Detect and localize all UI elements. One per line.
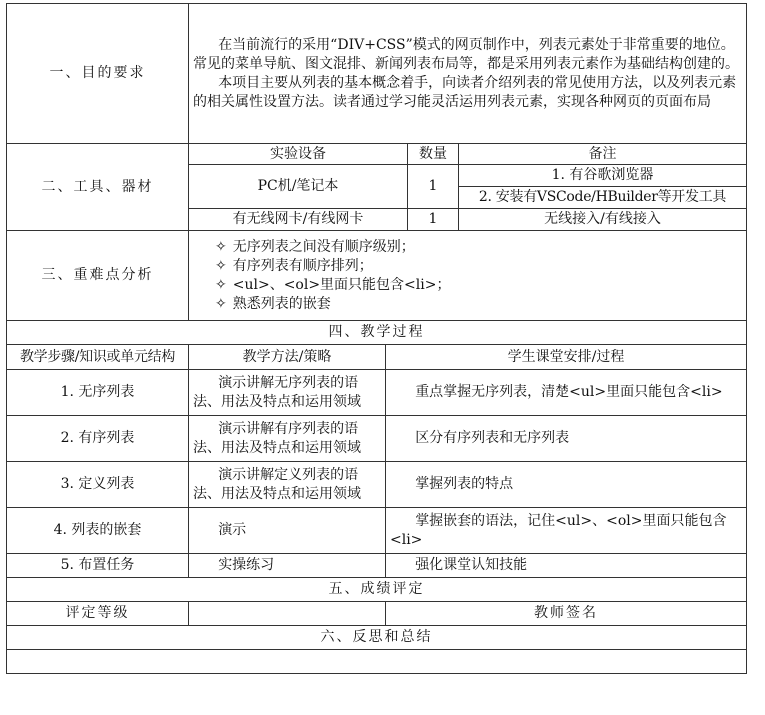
process-row-2-method: 演示讲解有序列表的语法、用法及特点和运用领域 <box>189 416 386 462</box>
process-row-3-method: 演示讲解定义列表的语法、用法及特点和运用领域 <box>189 462 386 508</box>
diamond-bullet-icon: ✧ <box>215 295 227 312</box>
tools-row-1-note-2: 2. 安装有VSCode/HBuilder等开发工具 <box>459 187 747 209</box>
table-row <box>7 554 747 578</box>
reflection-content[interactable] <box>7 650 747 674</box>
tools-row-2-note-1: 无线接入/有线接入 <box>459 209 747 231</box>
lesson-plan-table <box>6 3 747 674</box>
table-row <box>7 370 747 416</box>
process-row-2-step: 2. 有序列表 <box>7 416 189 462</box>
tools-header-quantity: 数量 <box>408 144 459 165</box>
process-row-3-student: 掌握列表的特点 <box>386 462 747 508</box>
process-row-2-student: 区分有序列表和无序列表 <box>386 416 747 462</box>
reflection-title: 六、反思和总结 <box>7 626 747 650</box>
objectives-paragraph-1: 在当前流行的采用“DIV+CSS”模式的网页制作中，列表元素处于非常重要的地位。常见的菜单导航、图文混排、新闻列表布局等，都是采用列表元素作为基础结构创建的。 <box>193 36 739 72</box>
process-row-1-student: 重点掌握无序列表，清楚<ul>里面只能包含<li> <box>386 370 747 416</box>
diamond-bullet-icon: ✧ <box>215 276 227 293</box>
evaluation-signature-label: 教师签名 <box>386 602 747 626</box>
evaluation-grade-label: 评定等级 <box>7 602 189 626</box>
analysis-point-1: ✧ 无序列表之间没有顺序级别； <box>215 238 415 255</box>
evaluation-grade-value[interactable] <box>189 602 386 626</box>
tools-header-equipment: 实验设备 <box>189 144 408 165</box>
tools-row-2-equipment: 有无线网卡/有线网卡 <box>189 209 408 231</box>
evaluation-title: 五、成绩评定 <box>7 578 747 602</box>
table-row <box>7 416 747 462</box>
objectives-paragraph-2: 本项目主要从列表的基本概念着手，向读者介绍列表的常见使用方法，以及列表元素的相关属性设置方法。读者通过学习能灵活运用列表元素，实现各种网页的页面布局 <box>193 74 737 110</box>
process-header-step: 教学步骤/知识或单元结构 <box>7 345 189 370</box>
process-row-4-step: 4. 列表的嵌套 <box>7 508 189 554</box>
objectives-label: 一、目的要求 <box>7 4 189 144</box>
process-row-1-step: 1. 无序列表 <box>7 370 189 416</box>
analysis-point-4: ✧ 熟悉列表的嵌套 <box>215 295 331 312</box>
table-row <box>7 462 747 508</box>
process-row-4-student: 掌握嵌套的语法，记住<ul>、<ol>里面只能包含<li> <box>386 508 747 554</box>
analysis-points <box>189 231 747 321</box>
tools-row-2-quantity: 1 <box>408 209 459 231</box>
objectives-content <box>189 4 747 144</box>
tools-header-notes: 备注 <box>459 144 747 165</box>
analysis-point-3: ✧ <ul>、<ol>里面只能包含<li>； <box>215 276 451 293</box>
diamond-bullet-icon: ✧ <box>215 257 227 274</box>
tools-row-1-quantity: 1 <box>408 165 459 209</box>
process-row-5-method: 实操练习 <box>189 554 386 578</box>
tools-label: 二、工具、器材 <box>7 144 189 231</box>
process-row-5-student: 强化课堂认知技能 <box>386 554 747 578</box>
analysis-label: 三、重难点分析 <box>7 231 189 321</box>
process-row-4-method: 演示 <box>189 508 386 554</box>
process-row-1-method: 演示讲解无序列表的语法、用法及特点和运用领域 <box>189 370 386 416</box>
process-row-5-step: 5. 布置任务 <box>7 554 189 578</box>
process-row-3-step: 3. 定义列表 <box>7 462 189 508</box>
process-title: 四、教学过程 <box>7 321 747 345</box>
tools-row-1-note-1: 1. 有谷歌浏览器 <box>459 165 747 187</box>
tools-row-1-equipment: PC机/笔记本 <box>189 165 408 209</box>
process-header-method: 教学方法/策略 <box>189 345 386 370</box>
process-header-student: 学生课堂安排/过程 <box>386 345 747 370</box>
analysis-point-2: ✧ 有序列表有顺序排列； <box>215 257 373 274</box>
table-row <box>7 508 747 554</box>
diamond-bullet-icon: ✧ <box>215 238 227 255</box>
